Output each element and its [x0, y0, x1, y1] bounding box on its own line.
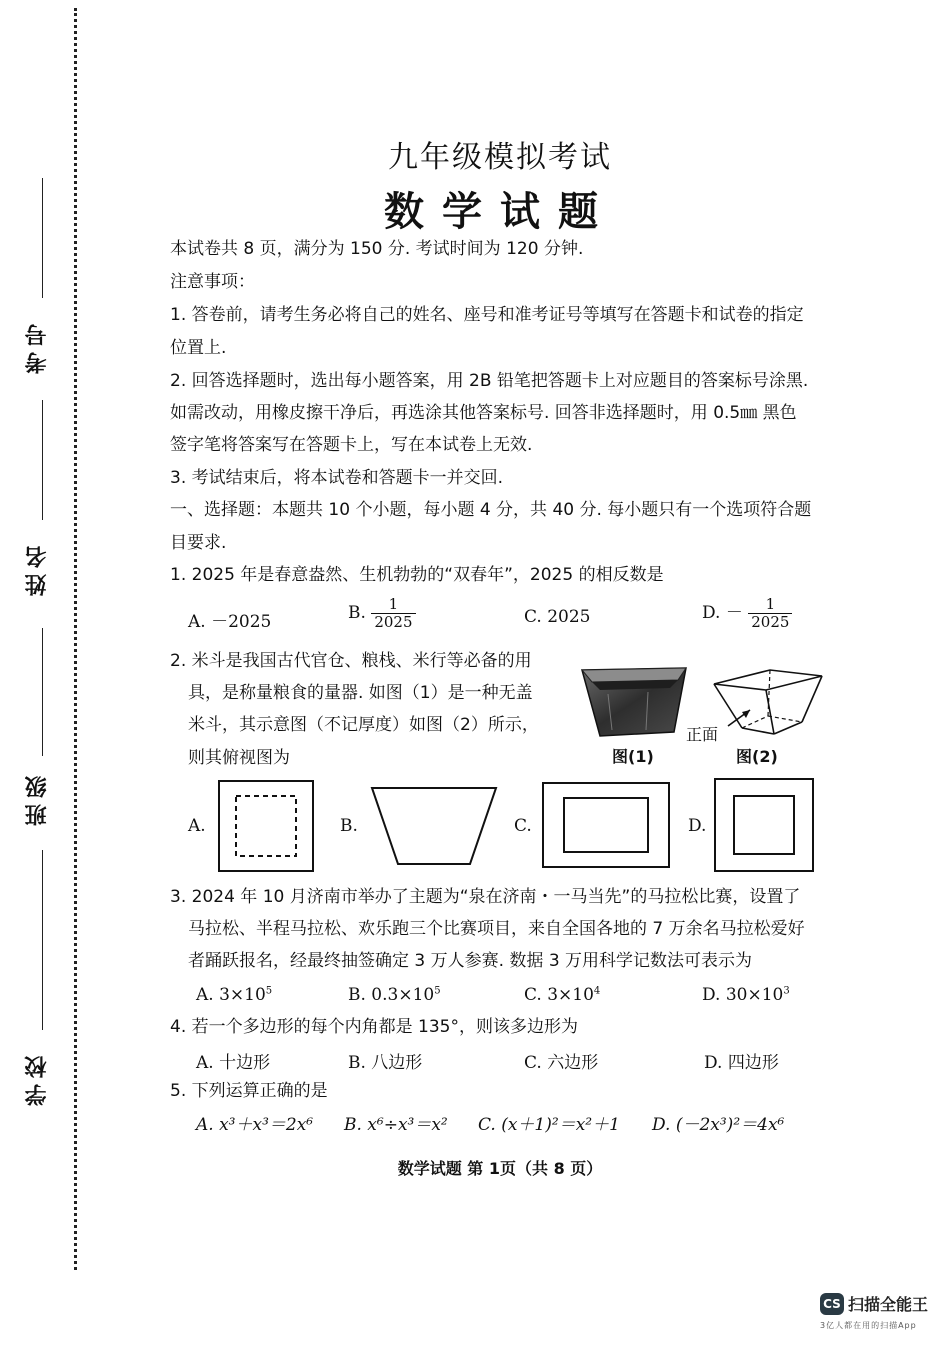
q3-line-2: 马拉松、半程马拉松、欢乐跑三个比赛项目，来自全国各地的 7 万余名马拉松爱好: [188, 919, 805, 939]
q4-option-b: B. 八边形: [348, 1053, 423, 1073]
q3-a-base: A. 3×10: [196, 985, 266, 1005]
q2-option-c-figure: [542, 782, 670, 868]
q3-option-b: [348, 985, 441, 1005]
q5-stem: 5. 下列运算正确的是: [170, 1081, 328, 1101]
exam-title: 九年级模拟考试: [388, 140, 612, 175]
rice-measure-diagram: [706, 660, 830, 744]
q1-option-d-fraction: [748, 596, 792, 631]
name-underline: [42, 400, 43, 520]
q2-option-d-label: D.: [688, 816, 707, 836]
notice-1a: 1. 答卷前，请考生务必将自己的姓名、座号和准考证号等填写在答题卡和试卷的指定: [170, 305, 804, 325]
q4-option-a: A. 十边形: [196, 1053, 271, 1073]
rice-measure-photo: [578, 660, 690, 742]
q3-b-exponent: 5: [434, 985, 441, 997]
notice-2c: 签字笔将答案写在答题卡上，写在本试卷上无效.: [170, 435, 533, 455]
q2-line-2: 具，是称量粮食的量器. 如图（1）是一种无盖: [188, 683, 533, 703]
q2-line-4: 则其俯视图为: [188, 748, 290, 768]
notice-2a: 2. 回答选择题时，选出每小题答案，用 2B 铅笔把答题卡上对应题目的答案标号涂黑.: [170, 371, 809, 391]
scanner-tagline: 3亿人都在用的扫描App: [820, 1321, 917, 1330]
school-label: 学校: [25, 1050, 50, 1106]
q3-d-exponent: 3: [783, 985, 790, 997]
q1-b-numerator: 1: [371, 596, 415, 614]
q5-option-d: D. (－2x³)²＝4x⁶: [652, 1115, 785, 1135]
figure-1-label: 图(1): [612, 747, 654, 766]
q1-b-denominator: 2025: [374, 613, 413, 631]
class-label: 班级: [25, 770, 50, 826]
q3-d-base: D. 30×10: [702, 985, 784, 1005]
q1-option-b-label: B.: [348, 603, 366, 623]
q1-option-d: [702, 596, 792, 631]
notice-3: 3. 考试结束后，将本试卷和答题卡一并交回.: [170, 468, 504, 488]
q3-c-exponent: 4: [593, 985, 601, 997]
q2-option-a-figure: [218, 780, 314, 872]
q1-option-a: A. －2025: [188, 612, 272, 632]
q3-c-base: C. 3×10: [524, 985, 594, 1005]
section1-heading-b: 目要求.: [170, 533, 227, 553]
name-label: 姓名: [25, 540, 50, 596]
notice-2b: 如需改动，用橡皮擦干净后，再选涂其他答案标号. 回答非选择题时，用 0.5㎜ 黑色: [170, 403, 797, 423]
scanner-logo-icon: CS: [820, 1293, 844, 1315]
q2-option-b-label: B.: [340, 816, 358, 836]
scanner-app-name: 扫描全能王: [848, 1295, 929, 1314]
q1-option-c: C. 2025: [524, 607, 591, 627]
q5-option-c: C. (x＋1)²＝x²＋1: [478, 1115, 620, 1135]
q4-stem: 4. 若一个多边形的每个内角都是 135°，则该多边形为: [170, 1017, 578, 1037]
scanner-watermark: [820, 1292, 929, 1330]
notice-title: 注意事项：: [170, 272, 255, 292]
q3-a-exponent: 5: [265, 985, 273, 997]
section1-heading-a: 一、选择题：本题共 10 个小题，每小题 4 分，共 40 分. 每小题只有一个选项符合题: [170, 500, 812, 520]
page-footer: 数学试题 第 1页（共 8 页）: [397, 1159, 603, 1178]
q3-option-d: [702, 985, 790, 1005]
q2-line-3: 米斗，其示意图（不记厚度）如图（2）所示，: [188, 715, 539, 735]
q2-option-b-figure: [370, 786, 498, 866]
q1-d-numerator: 1: [748, 596, 792, 614]
q3-option-a: [196, 985, 272, 1005]
exam-no-label: 考号: [25, 318, 50, 374]
front-label: 正面: [686, 725, 719, 744]
paper-info: 本试卷共 8 页，满分为 150 分. 考试时间为 120 分钟.: [170, 239, 584, 259]
q2-option-a-label: A.: [188, 816, 206, 836]
q2-option-c-label: C.: [514, 816, 532, 836]
q3-line-1: 3. 2024 年 10 月济南市举办了主题为“泉在济南・一马当先”的马拉松比赛，设置了: [170, 887, 801, 907]
q2-option-d-figure: [714, 778, 814, 872]
q4-option-c: C. 六边形: [524, 1053, 599, 1073]
q1-option-b: [348, 596, 416, 631]
q1-option-b-fraction: [371, 596, 415, 631]
figure-2-label: 图(2): [736, 747, 778, 766]
q3-line-3: 者踊跃报名，经最终抽签确定 3 万人参赛. 数据 3 万用科学记数法可表示为: [188, 951, 753, 971]
q2-line-1: 2. 米斗是我国古代官仓、粮栈、米行等必备的用: [170, 651, 532, 671]
q1-option-d-label: D. －: [702, 603, 743, 623]
q5-option-b: B. x⁶÷x³＝x²: [344, 1115, 448, 1135]
subject-title: 数学试题: [384, 188, 616, 235]
school-underline: [42, 850, 43, 1030]
class-underline: [42, 628, 43, 756]
q1-d-denominator: 2025: [751, 613, 790, 631]
q4-option-d: D. 四边形: [704, 1053, 779, 1073]
notice-1b: 位置上.: [170, 338, 227, 358]
q3-option-c: [524, 985, 600, 1005]
q3-b-base: B. 0.3×10: [348, 985, 435, 1005]
q5-option-a: A. x³＋x³＝2x⁶: [196, 1115, 314, 1135]
q1-stem: 1. 2025 年是春意盎然、生机勃勃的“双春年”，2025 的相反数是: [170, 565, 664, 585]
